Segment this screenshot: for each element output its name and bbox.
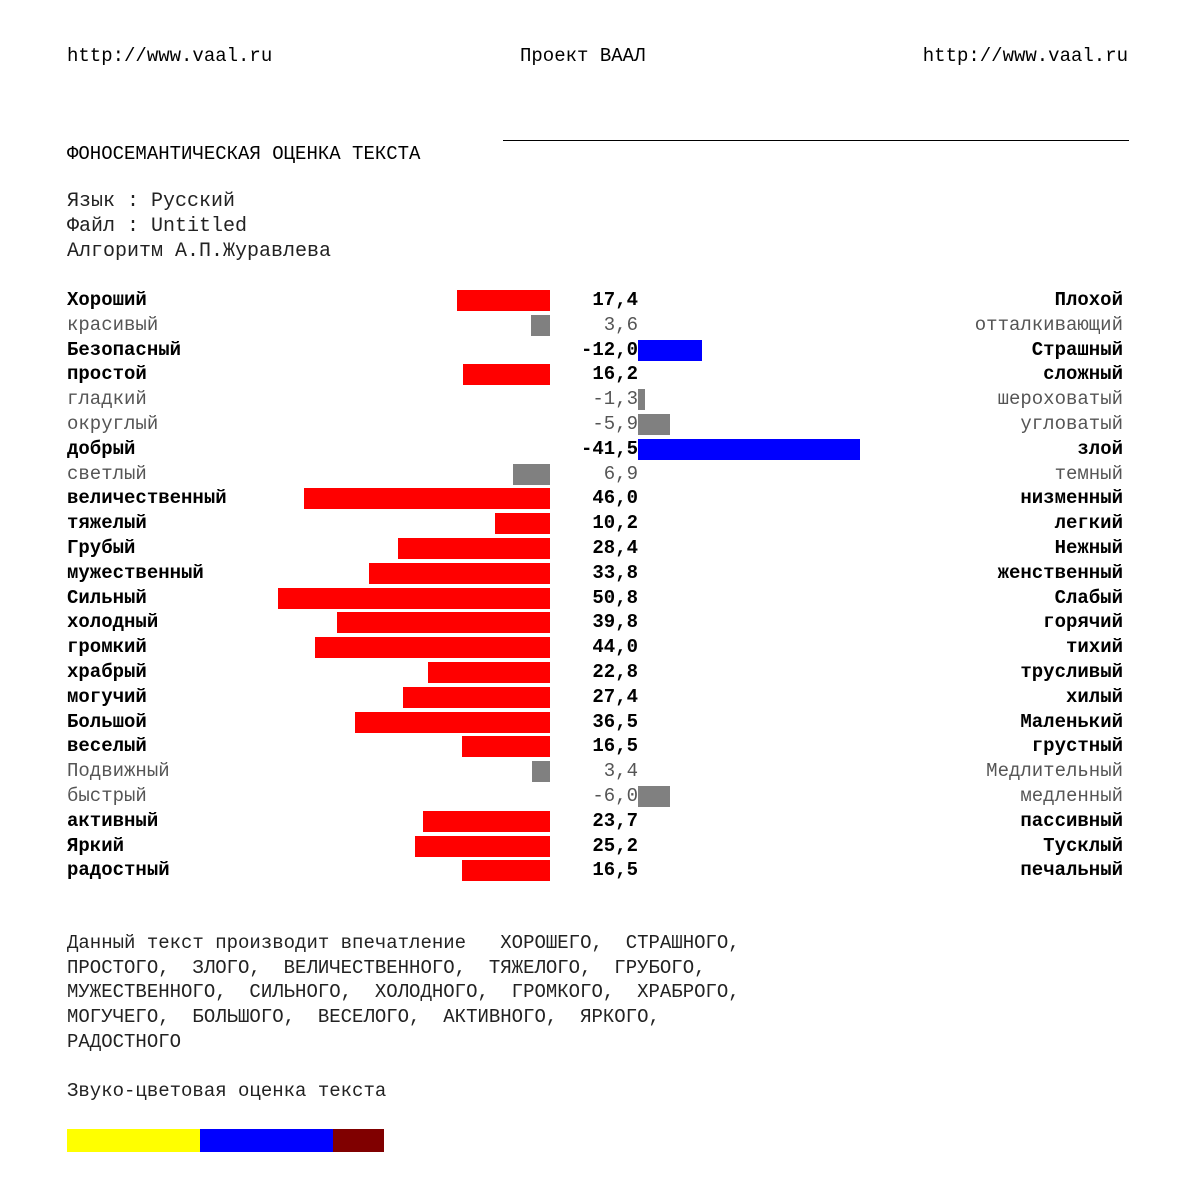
scale-row — [0, 437, 1181, 462]
scale-left-label: веселый — [67, 735, 147, 758]
scale-value: 39,8 — [592, 611, 638, 634]
scale-right-label: шероховатый — [997, 388, 1123, 411]
scale-bar — [304, 488, 550, 509]
scale-row — [0, 635, 1181, 660]
scale-value: 50,8 — [592, 586, 638, 609]
scale-row — [0, 586, 1181, 611]
conclusion-text: Данный текст производит впечатление ХОРОШЕГО, СТРАШНОГО, ПРОСТОГО, ЗЛОГО, ВЕЛИЧЕСТВЕННОГО, ТЯЖЕЛОГО, ГРУБОГО, МУЖЕСТВЕННОГО, СИЛЬНОГО, ХОЛОДНОГО, ГРОМКОГО, ХРАБРОГО, МОГУЧЕГО, БОЛЬШОГО, ВЕСЕЛОГО, АКТИВНОГО, ЯРКОГО, РАДОСТНОГО — [67, 932, 740, 1053]
scale-right-label: тихий — [1065, 636, 1123, 659]
scale-value: -12,0 — [580, 338, 638, 361]
scale-value: -41,5 — [580, 437, 638, 460]
page-title: ФОНОСЕМАНТИЧЕСКАЯ ОЦЕНКА ТЕКСТА — [67, 143, 421, 165]
scale-bar — [337, 612, 550, 633]
scale-bar — [462, 736, 550, 757]
scale-right-label: Плохой — [1054, 289, 1123, 311]
scale-value: 33,8 — [592, 561, 638, 584]
scale-row — [0, 561, 1181, 586]
scale-bar — [403, 687, 550, 708]
scale-right-label: угловатый — [1020, 413, 1123, 435]
scale-left-label: быстрый — [67, 785, 147, 807]
scale-value: 3,6 — [603, 313, 638, 336]
scale-value: 23,7 — [592, 809, 638, 832]
scale-bar — [463, 364, 550, 385]
header-left-url[interactable]: http://www.vaal.ru — [67, 45, 273, 67]
scale-left-label: активный — [67, 809, 159, 832]
scale-left-label: округлый — [67, 413, 159, 435]
scale-right-label: грустный — [1031, 735, 1123, 758]
scale-left-label: простой — [67, 363, 147, 386]
scale-row — [0, 660, 1181, 685]
scale-value: 28,4 — [592, 537, 638, 559]
scale-value: -1,3 — [592, 388, 638, 411]
scale-bar — [638, 389, 645, 410]
scale-bar — [457, 290, 550, 311]
color-segment-blue — [200, 1129, 333, 1152]
scale-row — [0, 834, 1181, 859]
color-segment-dark-red — [333, 1129, 384, 1152]
scale-right-label: легкий — [1054, 512, 1123, 535]
scale-bar — [638, 786, 670, 807]
scale-right-label: печальный — [1020, 859, 1123, 882]
scale-bar — [355, 712, 550, 733]
scale-bar — [532, 761, 550, 782]
scale-right-label: сложный — [1043, 363, 1123, 386]
scale-left-label: мужественный — [67, 561, 204, 584]
scale-left-label: Большой — [67, 710, 147, 733]
scale-left-label: Сильный — [67, 586, 147, 609]
scale-row — [0, 759, 1181, 784]
scale-row — [0, 710, 1181, 735]
scale-left-label: радостный — [67, 859, 170, 882]
scale-left-label: величественный — [67, 487, 227, 510]
scale-left-label: светлый — [67, 462, 147, 485]
scale-value: 16,5 — [592, 735, 638, 758]
scale-left-label: гладкий — [67, 388, 147, 411]
scale-row — [0, 412, 1181, 437]
header-project-name: Проект ВААЛ — [520, 45, 646, 67]
scale-right-label: отталкивающий — [974, 313, 1123, 336]
scale-row — [0, 313, 1181, 338]
scale-row — [0, 536, 1181, 561]
scale-left-label: добрый — [67, 437, 136, 460]
scale-bar — [369, 563, 550, 584]
scale-left-label: могучий — [67, 685, 147, 708]
scale-left-label: Безопасный — [67, 338, 182, 361]
scale-left-label: тяжелый — [67, 512, 147, 535]
scale-bar — [398, 538, 550, 559]
scale-bar — [495, 513, 550, 534]
scale-right-label: Страшный — [1031, 338, 1123, 361]
scale-left-label: холодный — [67, 611, 159, 634]
scale-row — [0, 784, 1181, 809]
scale-bar — [513, 464, 550, 485]
scale-right-label: Тусклый — [1043, 834, 1123, 857]
color-estimate-title: Звуко-цветовая оценка текста — [67, 1080, 387, 1102]
scale-value: 6,9 — [603, 462, 638, 485]
scale-right-label: Медлительный — [986, 760, 1123, 783]
scale-left-label: Хороший — [67, 289, 147, 311]
meta-file: Файл : Untitled — [67, 215, 248, 238]
scale-row — [0, 511, 1181, 536]
scale-row — [0, 362, 1181, 387]
scale-right-label: Маленький — [1020, 710, 1123, 733]
scale-bar — [638, 340, 702, 361]
scale-bar — [638, 439, 860, 460]
header-right-url[interactable]: http://www.vaal.ru — [922, 45, 1128, 67]
scale-value: 22,8 — [592, 661, 638, 683]
color-estimate-bar — [67, 1129, 384, 1152]
scale-value: -5,9 — [592, 413, 638, 435]
color-segment-yellow — [67, 1129, 200, 1152]
scale-value: 36,5 — [592, 710, 638, 733]
scale-right-label: женственный — [997, 561, 1123, 584]
scale-row — [0, 610, 1181, 635]
scale-value: 10,2 — [592, 512, 638, 535]
scale-row — [0, 809, 1181, 834]
scale-bar — [315, 637, 550, 658]
scale-value: 25,2 — [592, 834, 638, 857]
scale-row — [0, 486, 1181, 511]
scale-left-label: Яркий — [67, 834, 125, 857]
scale-bar — [428, 662, 550, 683]
scale-row — [0, 338, 1181, 363]
scale-left-label: Грубый — [67, 537, 136, 559]
meta-language: Язык : Русский — [67, 190, 236, 213]
scale-left-label: Подвижный — [67, 760, 170, 783]
scale-left-label: храбрый — [67, 661, 147, 683]
scale-right-label: Нежный — [1054, 537, 1123, 559]
title-underline — [503, 140, 1129, 141]
scale-right-label: медленный — [1020, 785, 1123, 807]
scale-row — [0, 288, 1181, 313]
scale-value: -6,0 — [592, 785, 638, 807]
scale-bar — [415, 836, 550, 857]
scale-bar — [278, 588, 550, 609]
scale-right-label: темный — [1054, 462, 1123, 485]
scale-value: 46,0 — [592, 487, 638, 510]
scale-value: 44,0 — [592, 636, 638, 659]
scale-right-label: низменный — [1020, 487, 1123, 510]
scale-right-label: злой — [1077, 437, 1123, 460]
scale-row — [0, 685, 1181, 710]
scale-bar — [423, 811, 550, 832]
scale-left-label: громкий — [67, 636, 147, 659]
scale-value: 17,4 — [592, 289, 638, 311]
scale-right-label: хилый — [1065, 685, 1123, 708]
scale-value: 27,4 — [592, 685, 638, 708]
scale-right-label: Слабый — [1054, 586, 1123, 609]
scale-bar — [531, 315, 550, 336]
scale-bar — [638, 414, 670, 435]
scale-row — [0, 734, 1181, 759]
scale-row — [0, 858, 1181, 883]
scale-value: 16,5 — [592, 859, 638, 882]
meta-algorithm: Алгоритм А.П.Журавлева — [67, 240, 332, 263]
scale-left-label: красивый — [67, 313, 159, 336]
scale-right-label: трусливый — [1020, 661, 1123, 683]
scale-value: 16,2 — [592, 363, 638, 386]
scale-right-label: горячий — [1043, 611, 1123, 634]
scale-row — [0, 387, 1181, 412]
scale-value: 3,4 — [603, 760, 638, 783]
scale-row — [0, 462, 1181, 487]
scale-right-label: пассивный — [1020, 809, 1123, 832]
scale-bar — [462, 860, 550, 881]
